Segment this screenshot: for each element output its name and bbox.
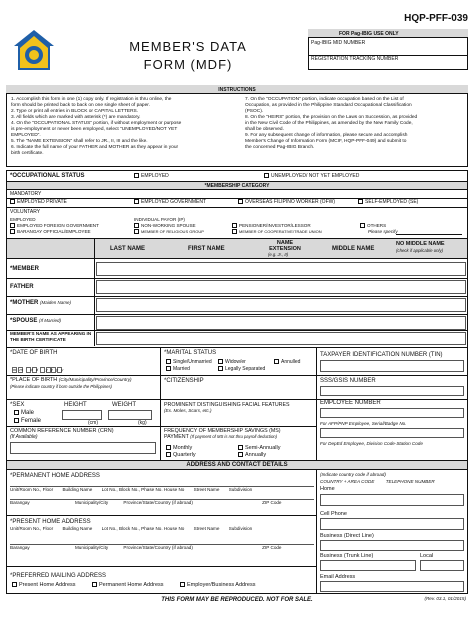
row-spouse-label [10,318,61,324]
dob-fmt-char: m [13,367,20,372]
option-label: Widow/er [225,359,246,365]
savings-note: (If payment of MS is not thru payroll deduction) [190,434,278,439]
mandatory-option[interactable] [134,199,206,205]
features-input[interactable] [164,415,314,424]
afp-note: For AFP/PNP Employee, Serial/Badge No. [320,421,407,426]
checkbox-icon [14,410,19,415]
checkbox-icon [166,445,171,450]
sex-label: *SEX [10,402,25,408]
savings-label: FREQUENCY OF MEMBERSHIP SAVINGS (MS) [164,428,281,434]
weight-label: WEIGHT [112,402,136,408]
marital-label: *MARITAL STATUS [164,350,217,356]
dob-fmt-char: d [30,367,36,372]
deped-input[interactable] [320,428,464,438]
row-member-label: *MEMBER [10,266,40,272]
form-title-line1: MEMBER'S DATA [129,39,247,54]
features-label: PROMINENT DISTINGUISHING FACIAL FEATURES [164,402,290,408]
option-label: Quarterly [173,452,196,458]
sss-input[interactable] [320,386,464,396]
addr-field-label: Municipality/City [74,545,109,550]
email-label: Email Address [320,574,356,580]
cell-phone-label: Cell Phone [320,511,347,517]
checkbox-icon [274,359,279,364]
col-last-name: LAST NAME [110,246,145,252]
option-label: MEMBER OF RELIGIOUS GROUP [141,229,204,234]
instruction-line: 6. Indicate the full name of your FATHER and MOTHER as they appear in your [11,145,179,150]
citizenship-input[interactable] [164,386,314,398]
checkbox-icon [12,582,17,587]
freq-option[interactable] [166,452,196,458]
height-unit: (cm) [88,420,98,426]
checkbox-icon [10,199,15,204]
present-address-label: *PRESENT HOME ADDRESS [10,519,91,525]
dob-fmt-char: y [50,367,56,372]
address-title: ADDRESS AND CONTACT DETAILS [186,462,288,468]
instruction-line: 8. On the "HEIRS" portion, the provision on the Laws on Succession, as provided [245,115,418,120]
option-label: UNEMPLOYED/ NOT YET EMPLOYED [271,173,360,179]
instruction-line: 5. The "NAME EXTENSION" shall refer to JR., II, III and the like. [11,139,148,144]
checkbox-icon [134,199,139,204]
mother-label: *MOTHER [10,300,39,306]
marital-option[interactable] [166,359,212,365]
addr-field-label: Unit/Room No., Floor [10,526,54,531]
checkbox-icon [10,223,15,228]
address-row2-labels [10,500,281,506]
mandatory-label: MANDATORY [10,191,42,197]
spouse-label: *SPOUSE [10,318,38,324]
checkbox-icon [166,452,171,457]
instruction-line: in the New Civil Code of the Philippines, as amended by the New Family Code, [245,121,413,126]
col-no-middle-sub: (check if applicable only) [396,248,444,253]
voluntary-label: VOLUNTARY [10,209,41,215]
option-label: Single/Unmarried [173,359,212,365]
weight-input[interactable] [108,410,152,420]
instruction-line: EMPLOYED". [11,133,41,138]
option-label: EMPLOYED PRIVATE [17,199,67,205]
mailing-option[interactable] [12,582,76,588]
member-name-input[interactable] [96,262,466,276]
sss-label: SSS/GSIS NUMBER [320,378,376,384]
business-trunk-input[interactable] [320,560,416,571]
office-use-title: FOR Pag-IBIG USE ONLY [339,31,399,37]
checkbox-icon [134,173,139,178]
dob-format [13,367,66,373]
instruction-line: 3. All fields which are marked with asterisk (*) are mandatory. [11,115,141,120]
employee-no-input[interactable] [320,408,464,418]
tin-label: TAXPAYER IDENTIFICATION NUMBER (TIN) [320,352,443,358]
addr-field-label: Unit/Room No., Floor [10,487,54,492]
instructions-right [245,97,417,151]
home-phone-input[interactable] [320,494,464,506]
contact-note: (Indicate country code if abroad) [320,472,386,477]
row-mother-label [10,300,71,306]
local-label: Local [420,553,434,559]
voluntary-option[interactable] [232,229,322,235]
option-label: SELF-EMPLOYED (SE) [365,199,419,205]
instruction-line: the concerned Pag-IBIG Branch. [245,145,315,150]
option-label: OTHERS [367,223,387,228]
option-label: Female [21,418,42,425]
checkbox-icon [166,366,171,371]
spouse-sub: (If Married) [39,318,62,323]
voluntary-option[interactable] [10,229,91,235]
addr-field-label: Barangay [10,500,30,505]
height-input[interactable] [62,410,102,420]
option-label: OVERSEAS FILIPINO WORKER (OFW) [245,199,336,205]
deped-note: For DepEd Employee, Division Code-Station Code [320,441,423,446]
father-name-input[interactable] [96,280,466,294]
pob-sub: (City/Municipality/Province/Country) [58,377,132,382]
option-label: MEMBER OF COOPERATIVE/TRADE UNION [239,229,322,234]
mailing-address-label: *PREFERRED MAILING ADDRESS [10,573,107,579]
form-title [96,38,280,74]
dob-fmt-char: y [45,367,51,372]
addr-field-label: Street Name [193,526,220,531]
addr-field-label: ZIP Code [262,545,282,550]
addr-field-label: Lot No., Block No., Phase No. House No [101,487,185,492]
dob-fmt-char: y [56,367,62,372]
addr-field-label: Province/State/Country (if abroad) [123,545,193,550]
option-label: BARANGAY OFFICIAL/EMPLOYEE [17,229,91,234]
checkbox-icon [92,582,97,587]
occupation-unemployed-option[interactable] [264,173,359,179]
dob-fmt-char: d [35,367,42,372]
mandatory-option[interactable] [238,199,335,205]
checkbox-icon [360,223,365,228]
membership-title: *MEMBERSHIP CATEGORY [204,183,270,189]
checkbox-icon [264,173,269,178]
checkbox-icon [238,199,243,204]
email-input[interactable] [320,581,464,592]
option-label: Legally Separated [225,366,266,372]
instruction-line: 1. Accomplish this form in one (1) copy only. If registration is thru online, the [11,97,172,102]
checkbox-icon [238,445,243,450]
freq-option[interactable] [166,445,192,451]
crn-input[interactable] [10,442,156,454]
instruction-line: 4. On the "OCCUPATIONAL STATUS" portion, if without employment or purpose [11,121,182,126]
addr-field-label: Building Name [62,487,93,492]
pob-input[interactable] [10,391,158,399]
mid-label: Pag-IBIG MID NUMBER [311,40,366,46]
permanent-address-label: *PERMANENT HOME ADDRESS [10,473,100,479]
freq-option[interactable] [238,445,280,451]
height-label: HEIGHT [64,402,87,408]
local-input[interactable] [420,560,464,571]
option-label: Married [173,366,190,372]
office-use-box [308,29,468,70]
business-direct-label: Business (Direct Line) [320,533,374,539]
marital-option[interactable] [166,366,190,372]
mandatory-option[interactable] [358,199,418,205]
mother-sub: (Maiden Name) [40,300,72,305]
col-middle-name: MIDDLE NAME [332,246,375,252]
business-trunk-label: Business (Trunk Line) [320,553,374,559]
footer-notice: THIS FORM MAY BE REPRODUCED. NOT FOR SALE. [161,597,313,603]
others-specify-line[interactable] [396,234,462,235]
instruction-line: form should be printed back to back on one single sheet of paper. [11,103,150,108]
pagibig-logo [12,28,56,72]
vol-col2-head: INDIVIDUAL PAYOR (IP) [134,217,185,222]
dob-label: *DATE OF BIRTH [10,350,58,356]
option-label: EMPLOYED [141,173,169,179]
form-title-line2: FORM (MDF) [143,57,233,72]
sex-male-option[interactable] [14,410,34,416]
savings-pay: PAYMENT [164,434,189,440]
option-label: Monthly [173,445,193,451]
row-birthcert-label: MEMBER'S NAME AS APPEARING IN THE BIRTH CERTIFICATE [10,331,92,342]
checkbox-icon [134,229,139,234]
marital-option[interactable] [218,366,265,372]
option-label: EMPLOYED FOREIGN GOVERNMENT [17,223,99,228]
rtn-label: REGISTRATION TRACKING NUMBER [311,56,399,62]
addr-field-label: Lot No., Block No., Phase No. House No [101,526,185,531]
cell-phone-input[interactable] [320,518,464,530]
checkbox-icon [10,229,15,234]
checkbox-icon [232,223,237,228]
instruction-line: is pre-employment or never been employed, select "UNEMPLOYED/NOT YET [11,127,178,132]
mid-input[interactable] [311,47,465,54]
mailing-option[interactable] [92,582,164,588]
business-direct-input[interactable] [320,540,464,551]
spouse-name-input[interactable] [96,316,466,330]
contact-col-head: TELEPHONE NUMBER [385,479,435,484]
instructions-box [6,85,468,167]
instruction-line: 2. Type or print all entries in BLOCK or CAPITAL LETTERS. [11,109,139,114]
citizenship-label: *CITIZENSHIP [164,378,204,384]
col-ext-label: NAME EXTENSION [269,240,301,252]
instruction-line: Member's Change of Information Form (MCIF, HQP-PFF-049) and submit to [245,139,407,144]
address-row1-labels [10,487,252,493]
checkbox-icon [238,452,243,457]
address-row2-labels [10,545,281,551]
addr-field-label: Province/State/Country (if abroad) [123,500,193,505]
crn-label: COMMON REFERENCE NUMBER (CRN) [10,428,114,434]
crn-sub: (If Available) [10,434,38,440]
instructions-title: INSTRUCTIONS [218,87,256,93]
weight-unit: (kg) [138,420,147,426]
option-label: NON-WORKING SPOUSE [141,223,196,228]
instruction-line: 9. For any subsequent change of information, please secure and accomplish [245,133,408,138]
option-label: EMPLOYED GOVERNMENT [141,199,207,205]
checkbox-icon [218,359,223,364]
addr-field-label: Subdivision [228,487,253,492]
pob-label [10,377,132,383]
option-label: PENSIONER/INVESTOR/LESSOR [239,223,311,228]
sex-female-option[interactable] [14,418,41,424]
checkbox-icon [166,359,171,364]
dob-fmt-char: y [61,367,67,372]
tin-input[interactable] [320,360,464,372]
birthcert-name-input[interactable] [96,332,466,345]
col-first-name: FIRST NAME [188,246,225,252]
form-code: HQP-PFF-039 [404,13,468,24]
instructions-left [11,97,181,157]
row-father-label: FATHER [10,284,34,290]
addr-field-label: ZIP Code [262,500,282,505]
instruction-line: (PSOC). [245,109,264,114]
checkbox-icon [358,199,363,204]
option-label: Annulled [281,359,301,365]
occupational-status-label: *OCCUPATIONAL STATUS [10,173,85,179]
mailing-option[interactable] [180,582,255,588]
others-specify-label: Please specify [368,229,398,234]
mandatory-option[interactable] [10,199,67,205]
freq-option[interactable] [238,452,266,458]
checkbox-icon [134,223,139,228]
instruction-line: birth certificate. [11,151,44,156]
addr-field-label: Building Name [62,526,93,531]
mother-name-input[interactable] [96,298,466,312]
option-label: Employer/Business Address [187,582,256,588]
option-label: Male [21,410,35,417]
checkbox-icon [218,366,223,371]
address-row1-labels [10,526,252,532]
instruction-line: Occupation, as provided in the Philippine Standard Occupational Classification [245,103,412,108]
employee-no-label: EMPLOYEE NUMBER [320,400,381,406]
addr-field-label: Street Name [193,487,220,492]
col-no-middle: NO MIDDLE NAME [396,241,445,247]
checkbox-icon [180,582,185,587]
pob-title: *PLACE OF BIRTH [10,377,58,383]
checkbox-icon [14,418,19,423]
features-sub: (Ex. Moles, Scars, etc.) [164,408,212,413]
pob-note: (Please indicate country if born outside the Philippines) [10,384,112,389]
addr-field-label: Subdivision [228,526,253,531]
addr-field-label: Municipality/City [74,500,109,505]
instruction-line: shall be observed. [245,127,284,132]
option-label: Annually [245,452,267,458]
addr-field-label: Barangay [10,545,30,550]
option-label: Permanent Home Address [99,582,164,588]
occupation-employed-option[interactable] [134,173,169,179]
contact-col-head: COUNTRY + AREA CODE [320,479,375,484]
option-label: Semi-Annually [245,445,281,451]
option-label: Present Home Address [19,582,76,588]
savings-payment-line [164,434,277,440]
instruction-line: 7. On the "OCCUPATION" portion, indicate occupation based on the List of [245,97,404,102]
vol-col1-head: EMPLOYED [10,217,36,222]
footer-revision: (Rev. 03.1, 01/2015) [424,596,466,601]
home-phone-label: Home [320,486,335,492]
marital-option[interactable] [218,359,246,365]
contact-col-headers [320,479,435,485]
dob-fmt-char: m [19,367,27,372]
checkbox-icon [232,229,237,234]
voluntary-option[interactable] [134,229,204,235]
col-name-extension [262,240,308,252]
col-ext-sub: (e.g. Jr., II) [268,252,289,257]
marital-option[interactable] [274,359,300,365]
